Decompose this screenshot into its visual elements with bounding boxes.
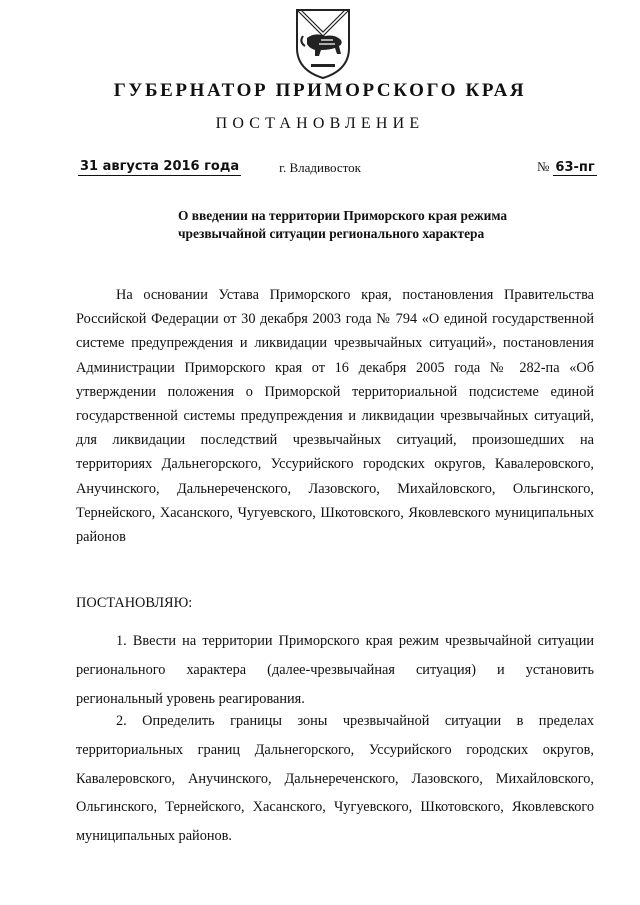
decree-city: г. Владивосток (279, 160, 361, 175)
clause-1: 1. Ввести на территории Приморского края режим чрезвычайной ситуации регионального характера (далее-чрезвычайная ситуация) и установить региональный уровень реагирования. (76, 633, 594, 707)
decree-number-field (537, 159, 597, 176)
number-sign: № (537, 159, 550, 174)
decree-heading: О введении на территории Приморского края режима чрезвычайной ситуации регионального характера (178, 208, 508, 241)
preamble-paragraph: На основании Устава Приморского края, постановления Правительства Российской Федерации от 30 декабря 2003 года № 794 «О единой государственной системе предупреждения и ликвидации чрезвычайных ситуаций», постановления Администрации Приморского края от 16 декабря 2005 года № 282-па «Об утверждении положения о Приморской территориальной подсистеме единой государственной системы предупреждения и ликвидации чрезвычайных ситуаций, для ликвидации последствий чрезвычайных ситуаций, произошедших на территориях Дальнегорского, Уссурийского городских округов, Кавалеровского, Анучинского, Дальнереченского, Лазовского, Михайловского, Ольгинского, Тернейского, Хасанского, Чугуевского, Шкотовского, Яковлевского муниципальных районов (76, 287, 594, 546)
clause-2: 2. Определить границы зоны чрезвычайной ситуации в пределах территориальных границ Дальнегорского, Уссурийского городских округов, Кавалеровского, Анучинского, Дальнереченского, Лазовского, Михайловского, Ольгинского, Тернейского, Хасанского, Чугуевского, Шкотовского, Яковлевского муниципальных районов. (76, 713, 594, 845)
coat-of-arms-icon (291, 8, 355, 80)
document-title: ГУБЕРНАТОР ПРИМОРСКОГО КРАЯ (113, 80, 527, 101)
decree-number: 63-пг (555, 160, 595, 175)
decree-date: 31 августа 2016 года (80, 159, 240, 174)
resolve-word: ПОСТАНОВЛЯЮ: (76, 595, 193, 611)
document-type: ПОСТАНОВЛЕНИЕ (215, 115, 425, 132)
